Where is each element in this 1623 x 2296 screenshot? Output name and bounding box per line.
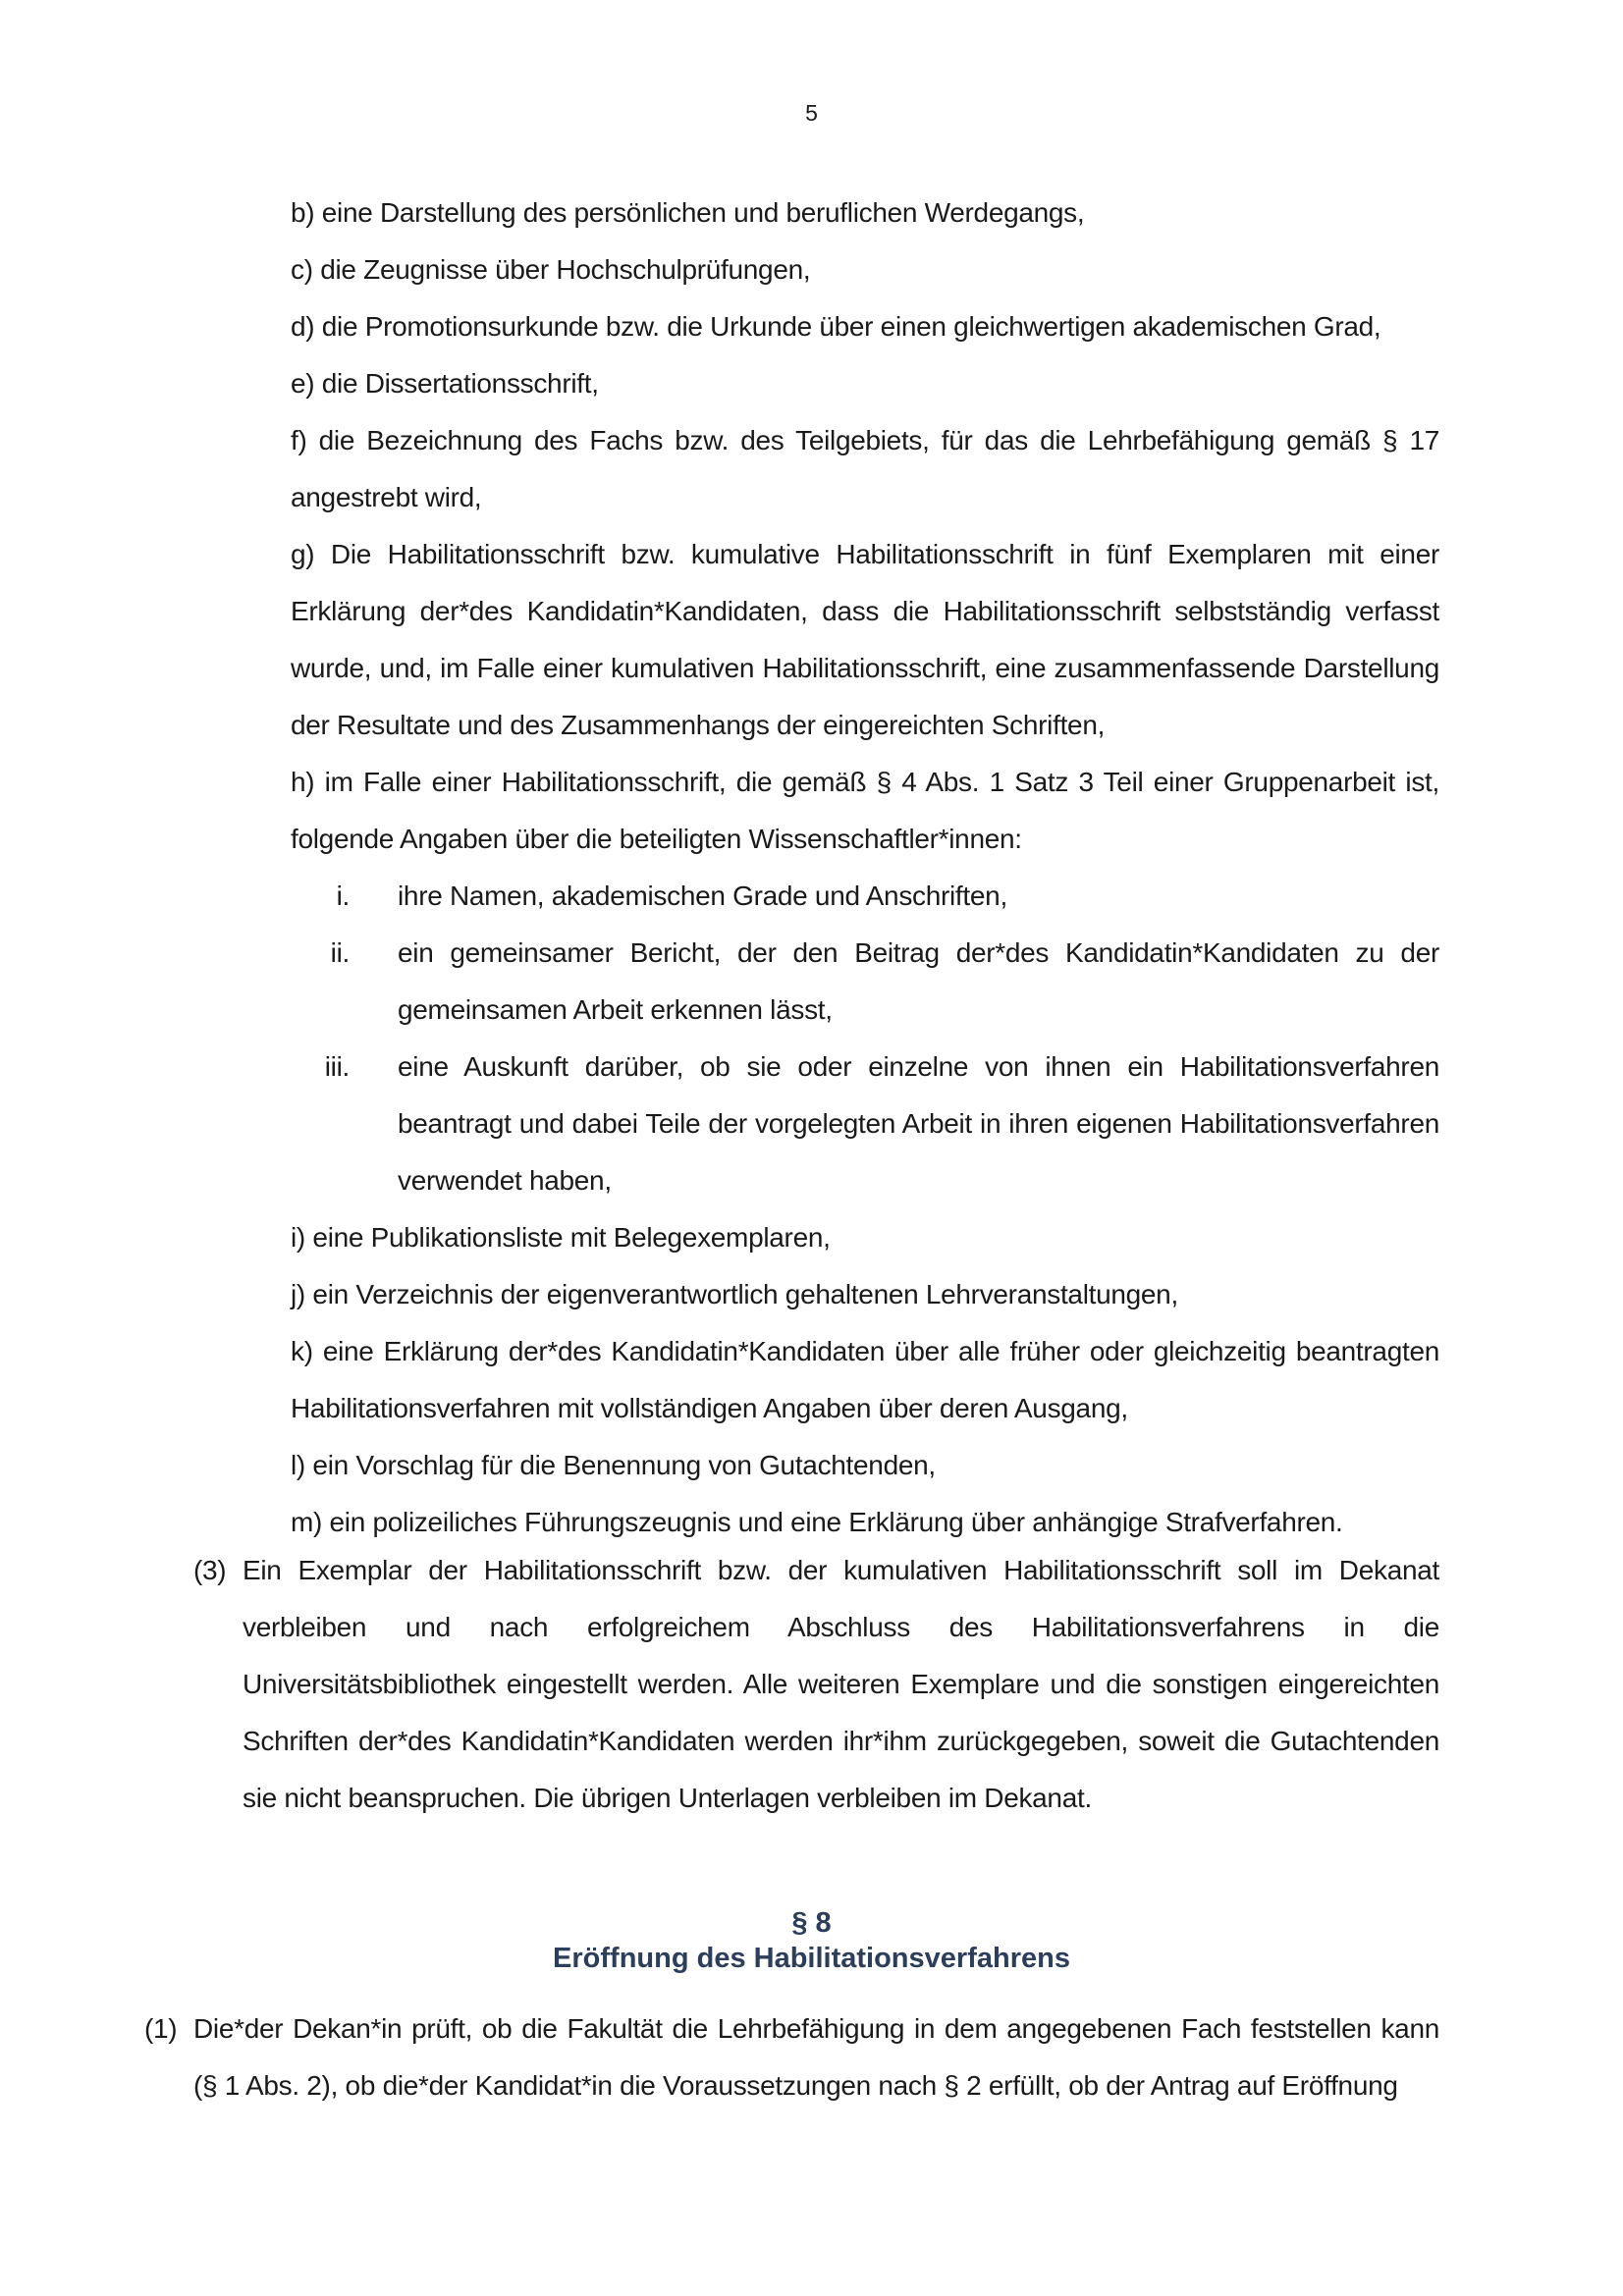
list-item-b: b) eine Darstellung des persönlichen und beruflichen Werdegangs, [291, 197, 1085, 228]
list-item-e: e) die Dissertationsschrift, [291, 368, 599, 399]
sub-item-ii [291, 925, 1439, 1039]
section-title: Eröffnung des Habilitationsverfahrens [553, 1943, 1070, 1974]
paragraph-3 [193, 1542, 1439, 1827]
paragraph-number: (1) [144, 2013, 178, 2044]
sub-item-marker: iii. [324, 1051, 350, 1082]
list-item-k: k) eine Erklärung der*des Kandidatin*Kandidaten über alle früher oder gleichzeitig beantragten Habilitationsverfahren mit vollständigen Angaben über deren Ausgang, [291, 1336, 1439, 1423]
paragraph-1 [144, 2001, 1439, 2114]
list-item-g: g) Die Habilitationsschrift bzw. kumulative Habilitationsschrift in fünf Exemplaren mit einer Erklärung der*des Kandidatin*Kandidaten, dass die Habilitationsschrift selbstständig verfasst wurde, und, im Falle einer kumulativen Habilitationsschrift, eine zusammenfassende Darstellung der Resultate und des Zusammenhangs der eingereichten Schriften, [291, 539, 1439, 740]
section-number: § 8 [791, 1907, 832, 1939]
sub-item-marker: i. [336, 881, 350, 911]
page-number: 5 [805, 100, 818, 126]
list-item-f: f) die Bezeichnung des Fachs bzw. des Teilgebiets, für das die Lehrbefähigung gemäß § 17 angestrebt wird, [291, 425, 1439, 512]
paragraph-number: (3) [193, 1555, 227, 1585]
sub-item-iii [291, 1039, 1439, 1209]
list-item-d: d) die Promotionsurkunde bzw. die Urkunde über einen gleichwertigen akademischen Grad, [291, 311, 1381, 342]
paragraph-text: Ein Exemplar der Habilitationsschrift bzw. der kumulativen Habilitationsschrift soll im Dekanat verbleiben und nach erfolgreichem Abschluss des Habilitationsverfahrens in die Universitätsbibliothek eingestellt werden. Alle weiteren Exemplare und die sonstigen eingereichten Schriften der*des Kandidatin*Kandidaten werden ihr*ihm zurückgegeben, soweit die Gutachtenden sie nicht beanspruchen. Die übrigen Unterlagen verbleiben im Dekanat. [243, 1555, 1439, 1813]
list-item-h: h) im Falle einer Habilitationsschrift, die gemäß § 4 Abs. 1 Satz 3 Teil einer Gruppenarbeit ist, folgende Angaben über die beteiligten Wissenschaftler*innen: [291, 767, 1439, 854]
list-item-c: c) die Zeugnisse über Hochschulprüfungen, [291, 254, 811, 285]
sub-item-text: eine Auskunft darüber, ob sie oder einzelne von ihnen ein Habilitationsverfahren beantragt und dabei Teile der vorgelegten Arbeit in ihren eigenen Habilitationsverfahren verwendet haben, [398, 1051, 1439, 1196]
paragraph-text: Die*der Dekan*in prüft, ob die Fakultät die Lehrbefähigung in dem angegebenen Fach feststellen kann (§ 1 Abs. 2), ob die*der Kandidat*in die Voraussetzungen nach § 2 erfüllt, ob der Antrag auf Eröffnung [193, 2013, 1439, 2101]
list-item-j: j) ein Verzeichnis der eigenverantwortlich gehaltenen Lehrveranstaltungen, [291, 1279, 1178, 1309]
sub-item-i [291, 868, 1439, 925]
sub-item-marker: ii. [330, 937, 350, 968]
document-list [291, 185, 1439, 1551]
list-item-i: i) eine Publikationsliste mit Belegexemplaren, [291, 1222, 831, 1253]
sub-item-text: ein gemeinsamer Bericht, der den Beitrag der*des Kandidatin*Kandidaten zu der gemeinsamen Arbeit erkennen lässt, [398, 937, 1439, 1025]
sub-item-text: ihre Namen, akademischen Grade und Anschriften, [398, 881, 1007, 911]
list-item-m: m) ein polizeiliches Führungszeugnis und eine Erklärung über anhängige Strafverfahren. [291, 1507, 1343, 1537]
list-item-l: l) ein Vorschlag für die Benennung von Gutachtenden, [291, 1450, 936, 1480]
